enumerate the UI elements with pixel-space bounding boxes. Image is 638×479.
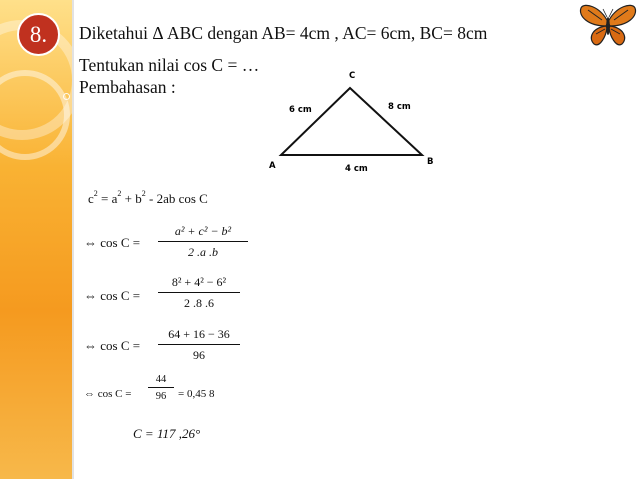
step2-lhs: ⇔ cos C =	[84, 288, 141, 303]
decorative-dot	[63, 93, 70, 100]
step1-lhs: ⇔ cos C =	[84, 235, 141, 250]
question-line-2: Tentukan nilai cos C = …	[79, 55, 260, 75]
side-bc-label: 8 cm	[388, 102, 411, 112]
vertex-c-label: C	[349, 71, 356, 81]
step3-lhs: ⇔ cos C =	[84, 338, 141, 353]
slide-number-badge: 8.	[17, 13, 60, 56]
step2-denominator: 2 .8 .6	[158, 292, 240, 311]
sidebar-divider	[72, 0, 74, 479]
triangle-shape	[281, 88, 422, 155]
step2-numerator: 8² + 4² − 6²	[171, 275, 227, 289]
side-ac-label: 6 cm	[289, 105, 312, 115]
step3-fraction	[158, 327, 240, 363]
step4-result: = 0,45 8	[178, 388, 215, 400]
final-answer: C = 117 ,26°	[133, 426, 201, 441]
side-ab-label: 4 cm	[345, 164, 368, 174]
butterfly-icon	[578, 0, 638, 50]
step2-fraction	[158, 275, 240, 311]
step4-numerator: 44	[155, 374, 167, 385]
cosine-formula: $c^2 = a^2 + b^2 - 2ab$ cos C	[88, 189, 208, 206]
step4-lhs: ⇔ cos C =	[84, 388, 132, 400]
vertex-a-label: A	[269, 161, 276, 171]
step3-denominator: 96	[158, 344, 240, 363]
step1-denominator: 2 .a .b	[158, 241, 248, 260]
step1-numerator: a² + c² − b²	[174, 224, 232, 238]
question-line-1: Diketahui Δ ABC dengan AB= 4cm , AC= 6cm, BC= 8cm	[79, 23, 488, 43]
triangle-figure	[265, 60, 445, 180]
sidebar-decoration	[0, 0, 72, 479]
step3-numerator: 64 + 16 − 36	[168, 327, 230, 341]
question-line-3: Pembahasan :	[79, 77, 176, 97]
step4-fraction	[148, 374, 174, 402]
step1-fraction	[158, 224, 248, 260]
vertex-b-label: B	[427, 157, 434, 167]
step4-denominator: 96	[148, 387, 174, 402]
